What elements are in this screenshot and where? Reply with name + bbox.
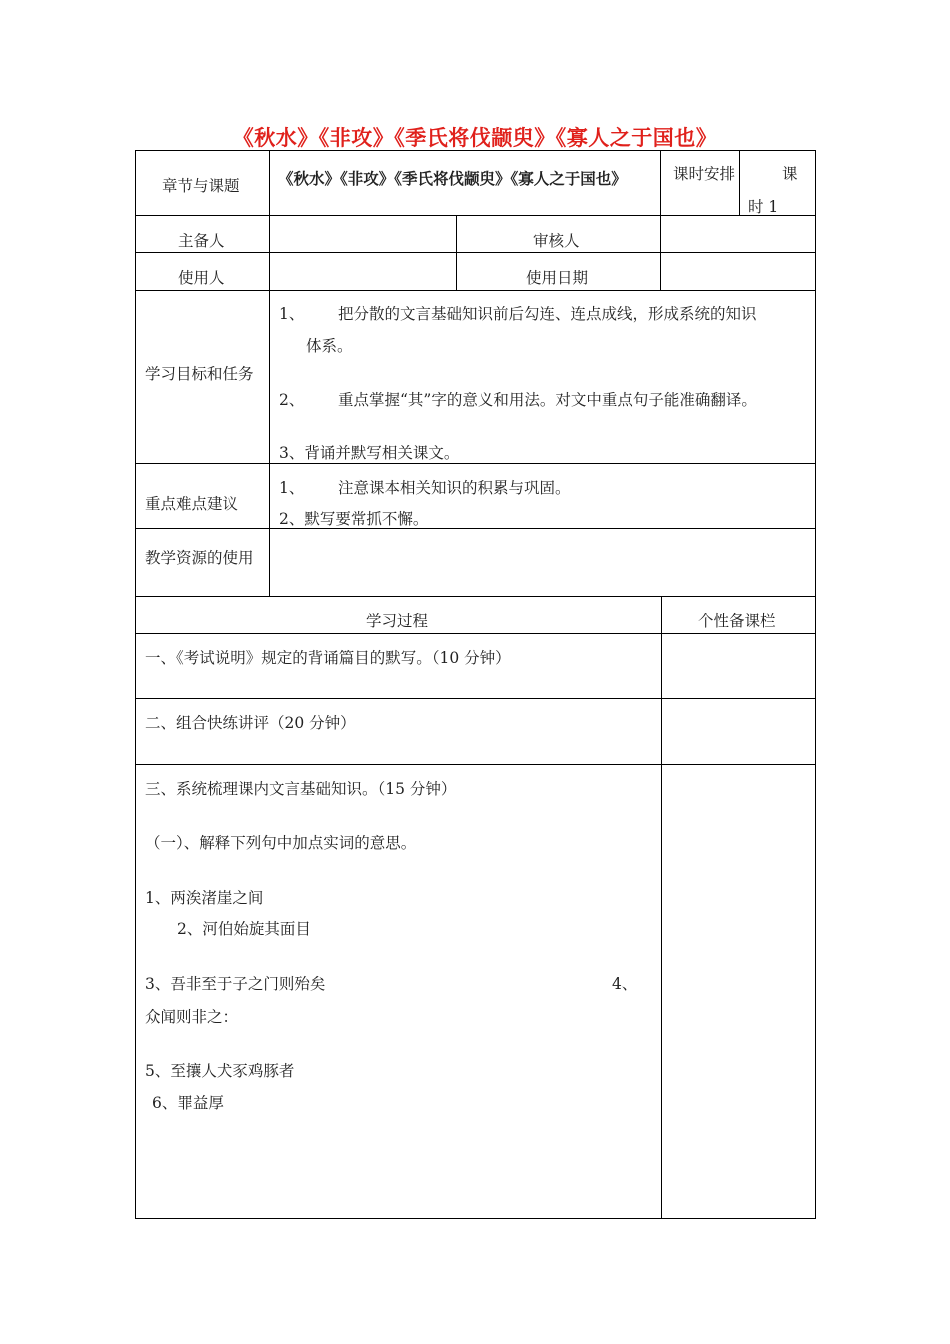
reviewer-label: 审核人 [533,232,580,250]
resources-label: 教学资源的使用 [145,549,254,567]
list-item: 6、罪益厚 [152,1094,224,1112]
list-item: 1、两涘渚崖之间 [145,889,264,907]
date-label: 使用日期 [526,269,589,287]
goal-1-number: 1、 [279,305,305,323]
document-title: 《秋水》《非攻》《季氏将伐颛臾》《寡人之于国也》 [232,125,718,150]
key-1-text: 注意课本相关知识的积累与巩固。 [338,479,571,497]
step-3: 三、系统梳理课内文言基础知识。（15 分钟） [145,780,457,798]
list-item: 2、河伯始旋其面目 [177,920,311,938]
step-1: 一、《考试说明》规定的背诵篇目的默写。（10 分钟） [145,649,511,667]
list-item: 3、吾非至于子之门则殆矣 [145,975,326,993]
sub-section-1: （一）、解释下列句中加点实词的意思。 [145,834,417,852]
chapter-value: 《秋水》《非攻》《季氏将伐颛臾》《寡人之于国也》 [278,169,627,188]
key-2 [279,509,428,529]
period-value-bottom: 时 1 [748,198,779,216]
step-2: 二、组合快练讲评（20 分钟） [145,714,356,732]
preparer-label: 主备人 [178,232,225,250]
list-item: 4、 [612,975,638,993]
goals-label: 学习目标和任务 [145,365,254,383]
process-header: 学习过程 [366,612,429,630]
list-item: 众闻则非之： [145,1008,239,1026]
key-2-text: 默写要常抓不懈。 [304,510,429,528]
goal-2-number: 2、 [279,391,305,409]
goal-2-text: 重点掌握“其”字的意义和用法。对文中重点句子能准确翻译。 [338,391,757,409]
goal-3-text: 背诵并默写相关课文。 [304,444,460,462]
key-2-number: 2、 [279,510,305,528]
period-label: 课时安排 [672,165,735,183]
notes-column-header: 个性备课栏 [698,612,776,630]
period-value-top: 课 [782,165,798,183]
goal-3-number: 3、 [279,444,305,462]
chapter-label: 章节与课题 [162,177,240,195]
goal-1-text: 把分散的文言基础知识前后勾连、连点成线，形成系统的知识 [338,305,757,323]
list-item: 5、至攘人犬豕鸡豚者 [145,1062,295,1080]
goal-1-continued: 体系。 [306,337,353,355]
key-1-number: 1、 [279,479,305,497]
user-label: 使用人 [178,269,225,287]
goal-3 [279,443,459,463]
keys-label: 重点难点建议 [145,495,239,513]
